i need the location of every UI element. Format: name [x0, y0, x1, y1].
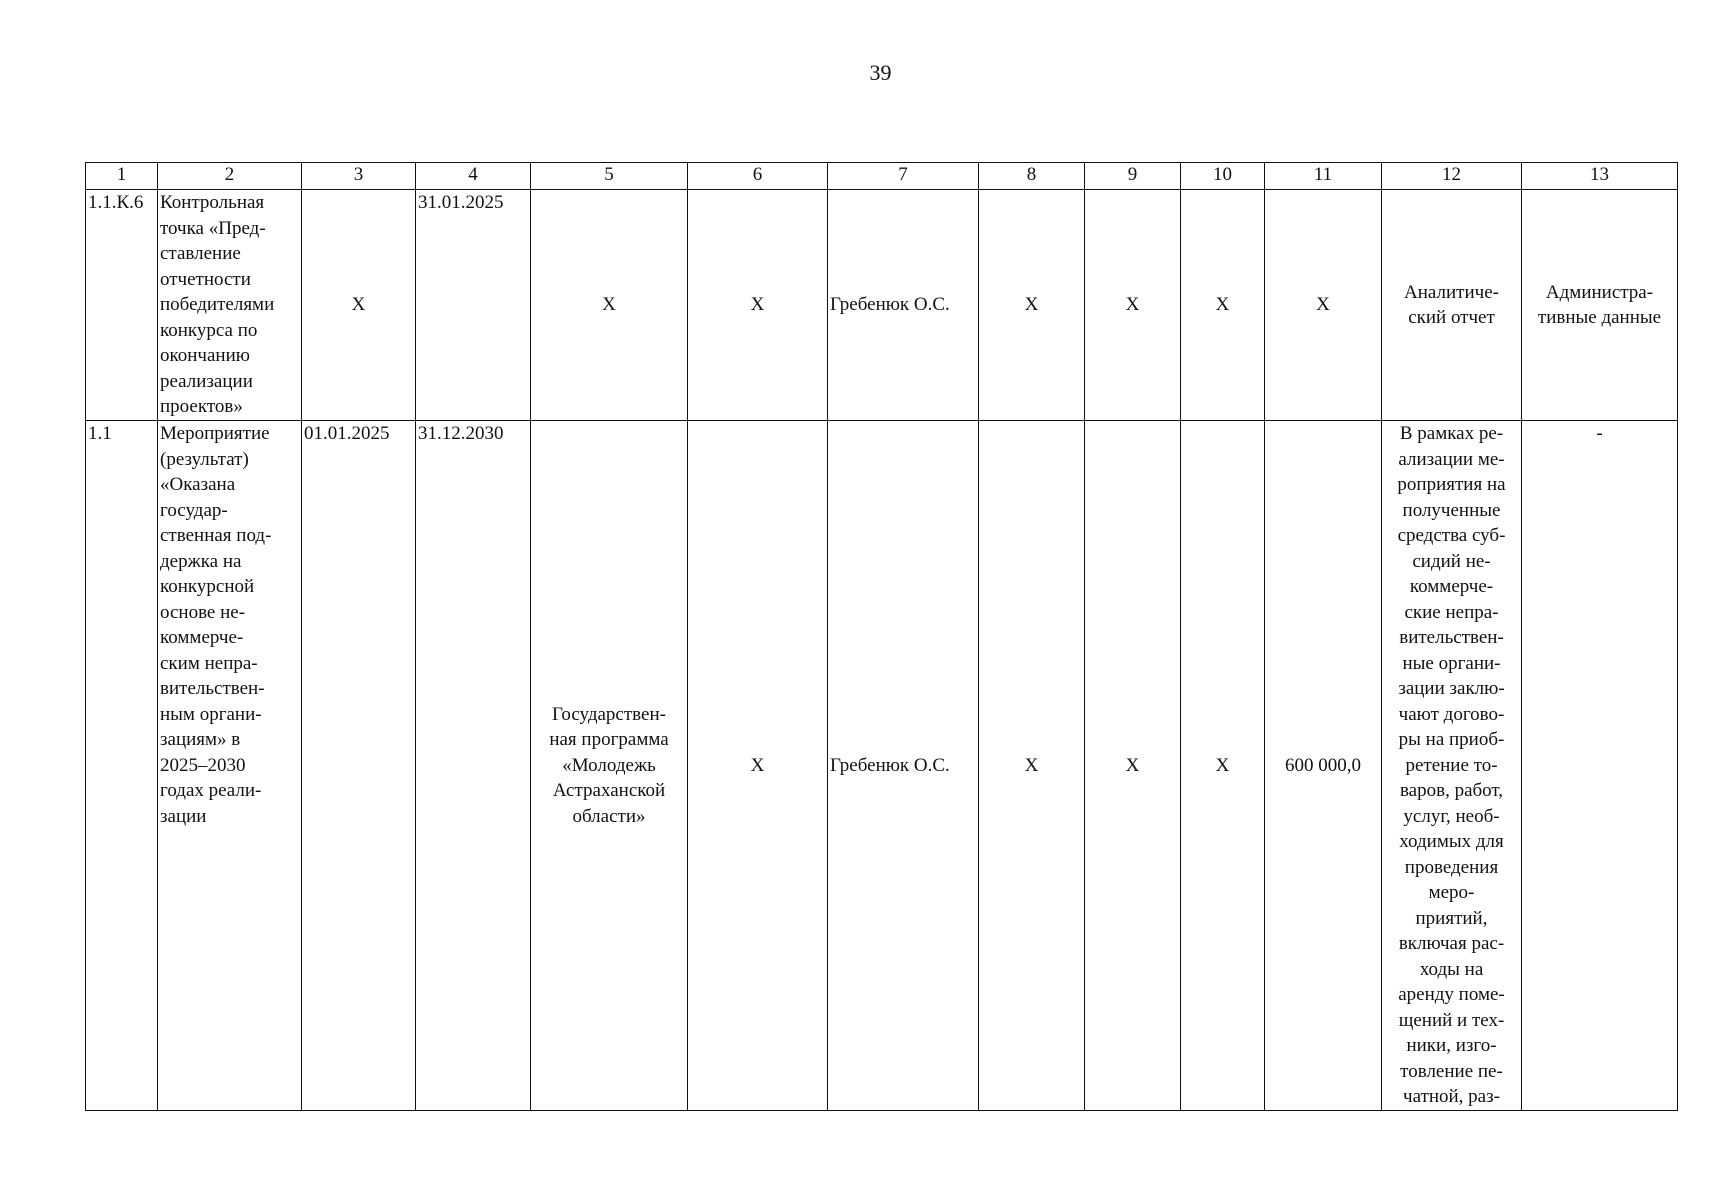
cell-col6: Х: [688, 421, 828, 1111]
column-header-6: 6: [688, 163, 828, 190]
cell-col9: Х: [1085, 190, 1181, 421]
column-header-2: 2: [158, 163, 302, 190]
column-header-11: 11: [1265, 163, 1382, 190]
cell-end-date: 31.01.2025: [416, 190, 531, 421]
cell-amount: Х: [1265, 190, 1382, 421]
cell-name: Контрольная точка «Пред- ставление отчетности победителями конкурса по окончанию реализации проектов»: [158, 190, 302, 421]
cell-responsible: Гребенюк О.С.: [828, 421, 979, 1111]
cell-col8: Х: [979, 190, 1085, 421]
cell-col9: Х: [1085, 421, 1181, 1111]
cell-col8: Х: [979, 421, 1085, 1111]
column-header-1: 1: [86, 163, 158, 190]
cell-source: Администра- тивные данные: [1522, 190, 1678, 421]
cell-number: 1.1.К.6: [86, 190, 158, 421]
cell-number: 1.1: [86, 421, 158, 1111]
column-header-12: 12: [1382, 163, 1522, 190]
cell-result-description: В рамках ре- ализации ме- роприятия на полученные средства суб- сидий не- коммерче- ские непра- вительствен- ные органи- зации заклю- чают догово- ры на приоб- ретение то- варов, работ, услуг, необ- ходимых для проведения меро- приятий, включая рас- ходы на аренду поме- щений и тех- ники, изго- товление пе- чатной, раз-: [1382, 421, 1522, 1111]
table-row: [86, 421, 1678, 1111]
column-header-8: 8: [979, 163, 1085, 190]
cell-result-description: Аналитиче- ский отчет: [1382, 190, 1522, 421]
cell-source: -: [1522, 421, 1678, 1111]
cell-col6: Х: [688, 190, 828, 421]
column-header-4: 4: [416, 163, 531, 190]
plan-table: [85, 162, 1678, 1111]
header-row: [86, 163, 1678, 190]
cell-program: Государствен- ная программа «Молодежь Астраханской области»: [531, 421, 688, 1111]
cell-name: Мероприятие (результат) «Оказана государ- ственная под- держка на конкурсной основе не- коммерче- ским непра- вительствен- ным органи- зациям» в 2025–2030 годах реали- зации: [158, 421, 302, 1111]
column-header-13: 13: [1522, 163, 1678, 190]
cell-start-date: 01.01.2025: [302, 421, 416, 1111]
cell-amount: 600 000,0: [1265, 421, 1382, 1111]
page-number: 39: [869, 60, 892, 85]
column-header-5: 5: [531, 163, 688, 190]
column-header-3: 3: [302, 163, 416, 190]
cell-end-date: 31.12.2030: [416, 421, 531, 1111]
cell-col10: Х: [1181, 190, 1265, 421]
column-header-10: 10: [1181, 163, 1265, 190]
table-row: [86, 190, 1678, 421]
cell-col10: Х: [1181, 421, 1265, 1111]
cell-start-date: Х: [302, 190, 416, 421]
cell-program: Х: [531, 190, 688, 421]
cell-responsible: Гребенюк О.С.: [828, 190, 979, 421]
column-header-7: 7: [828, 163, 979, 190]
column-header-9: 9: [1085, 163, 1181, 190]
